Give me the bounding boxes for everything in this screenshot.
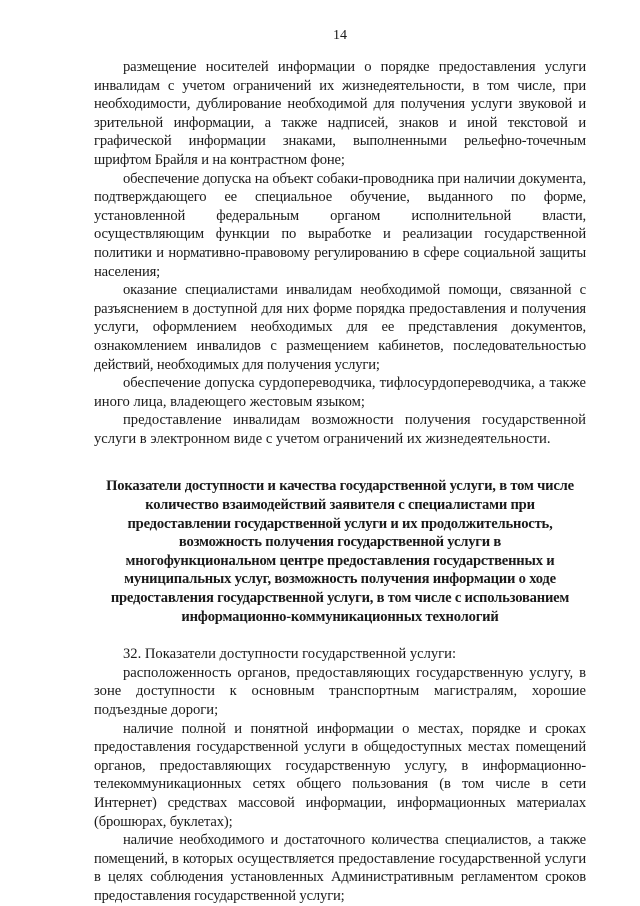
paragraph-transport-access: расположенность органов, предоставляющих государственную услугу, в зоне доступности к основным транспортным магистралям, хорошие подъездные дороги;	[94, 664, 586, 718]
paragraph-sign-interpreter: обеспечение допуска сурдопереводчика, тифлосурдопереводчика, а также иного лица, владеющего жестовым языком;	[94, 375, 586, 410]
section-title-line: возможность получения государственной услуги в	[178, 534, 502, 551]
section-title-line: предоставления государственной услуги, в том числе с использованием	[110, 590, 570, 607]
paragraph-item-32: 32. Показатели доступности государственной услуги:	[123, 646, 457, 663]
paragraph-guide-dog: обеспечение допуска на объект собаки-проводника при наличии документа, подтверждающего ее специальное обучение, выданного по форме, установленной федеральным органом исполнительной власти, осуществляющим функции по выработке и реализации государственной политики и нормативно-правовому регулированию в сфере социальной защиты населения;	[94, 170, 586, 280]
document-page	[94, 28, 586, 906]
page-number: 14	[333, 28, 347, 43]
section-title-line: количество взаимодействий заявителя с специалистами при	[145, 497, 535, 514]
spacer	[94, 626, 586, 645]
section-title-line: Показатели доступности и качества государственной услуги, в том числе	[106, 478, 574, 495]
paragraph-information-availability: наличие полной и понятной информации о местах, порядке и сроках предоставления государственной услуги в общедоступных местах помещений органов, предоставляющих государственную услугу, в информационно-телекоммуникационных сетях общего пользования (в том числе в сети Интернет) средствах массовой информации, информационных материалах (брошюрах, буклетах);	[94, 720, 586, 830]
section-title-line: многофункциональном центре предоставления государственных и	[125, 552, 555, 569]
paragraph-assistance: оказание специалистами инвалидам необходимой помощи, связанной с разъяснением в доступной для них форме порядка предоставления и получения услуги, оформлением необходимых для ее представления документов, ознакомлением инвалидов с размещением кабинетов, последовательностью действий, необходимых для получения услуги;	[94, 282, 586, 373]
paragraph-staff-premises: наличие необходимого и достаточного количества специалистов, а также помещений, в которых осуществляется предоставление государственной услуги в целях соблюдения установленных Административным регламентом сроков предоставления государственной услуги;	[94, 832, 586, 904]
section-title	[94, 477, 586, 626]
paragraph-electronic-service: предоставление инвалидам возможности получения государственной услуги в электронном виде с учетом ограничений их жизнедеятельности.	[94, 412, 586, 447]
paragraph-braille-info: размещение носителей информации о порядке предоставления услуги инвалидам с учетом ограничений их жизнедеятельности, в том числе, при необходимости, дублирование необходимой для получения услуги звуковой и зрительной информации, а также надписей, знаков и иной текстовой и графической информации знаками, выполненными рельефно-точечным шрифтом Брайля и на контрастном фоне;	[94, 59, 586, 168]
section-title-line: информационно-коммуникационных технологий	[181, 608, 499, 625]
section-title-line: предоставлении государственной услуги и их продолжительность,	[127, 515, 553, 532]
section-title-line: муниципальных услуг, возможность получения информации о ходе	[124, 571, 556, 588]
